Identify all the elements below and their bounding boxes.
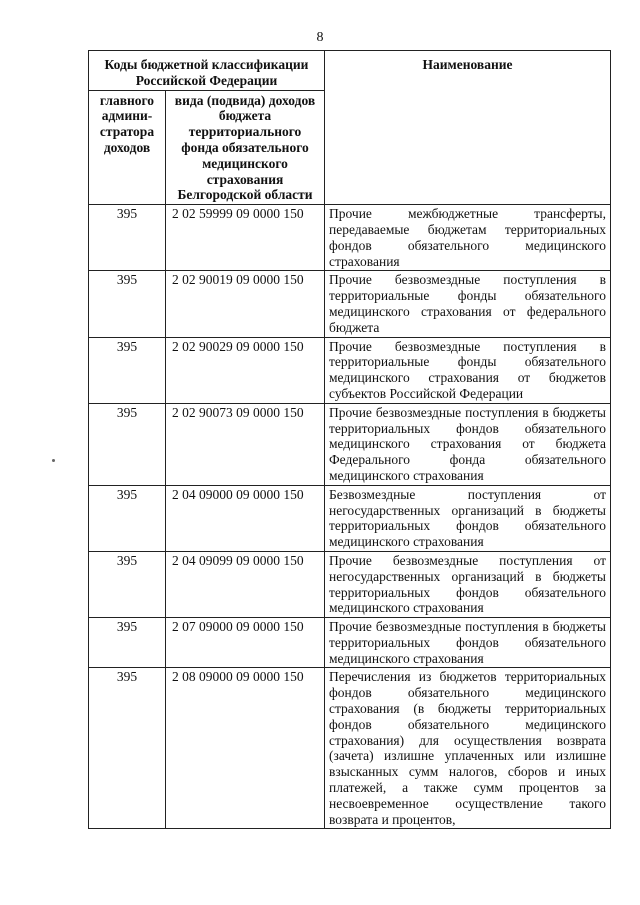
admin-code-cell: 395 bbox=[89, 551, 166, 617]
name-cell: Прочие безвозмездные поступления от негосударственных организаций в бюджеты территориальных фондов обязательного медицинского страхования bbox=[325, 551, 611, 617]
name-column-header: Наименование bbox=[325, 51, 611, 205]
admin-code-cell: 395 bbox=[89, 337, 166, 403]
income-code-cell: 2 02 59999 09 0000 150 bbox=[166, 205, 325, 271]
table-row bbox=[89, 337, 611, 403]
admin-code-cell: 395 bbox=[89, 668, 166, 829]
income-code-cell: 2 02 90029 09 0000 150 bbox=[166, 337, 325, 403]
page-number: 8 bbox=[316, 30, 324, 45]
name-cell: Безвозмездные поступления от негосударственных организаций в бюджеты территориальных фондов обязательного медицинского страхования bbox=[325, 485, 611, 551]
admin-code-header: главного админи-стратора доходов bbox=[89, 90, 166, 205]
table-row bbox=[89, 205, 611, 271]
table-row bbox=[89, 485, 611, 551]
scan-speck bbox=[52, 459, 55, 462]
income-code-cell: 2 04 09000 09 0000 150 bbox=[166, 485, 325, 551]
name-cell: Перечисления из бюджетов территориальных фондов обязательного медицинского страхования (в бюджеты территориальных фондов обязательного медицинского страхования) для осуществления возврата (зачета) излишне уплаченных или излишне взысканных сумм налогов, сборов и иных платежей, а также сумм процентов за несвоевременное осуществление такого возврата и процентов, bbox=[325, 668, 611, 829]
name-cell: Прочие межбюджетные трансферты, передаваемые бюджетам территориальных фондов обязательного медицинского страхования bbox=[325, 205, 611, 271]
admin-code-cell: 395 bbox=[89, 271, 166, 337]
header-row-top bbox=[89, 51, 611, 91]
income-code-cell: 2 02 90073 09 0000 150 bbox=[166, 403, 325, 485]
budget-classification-table bbox=[88, 50, 611, 829]
table-row bbox=[89, 403, 611, 485]
income-code-header: вида (подвида) доходов бюджета территориального фонда обязательного медицинского страхования Белгородской области bbox=[166, 90, 325, 205]
income-code-cell: 2 04 09099 09 0000 150 bbox=[166, 551, 325, 617]
name-cell: Прочие безвозмездные поступления в бюджеты территориальных фондов обязательного медицинского страхования от бюджета Федерального фонда обязательного медицинского страхования bbox=[325, 403, 611, 485]
table-row bbox=[89, 551, 611, 617]
name-cell: Прочие безвозмездные поступления в территориальные фонды обязательного медицинского страхования от федерального бюджета bbox=[325, 271, 611, 337]
income-code-cell: 2 07 09000 09 0000 150 bbox=[166, 618, 325, 668]
table-row bbox=[89, 668, 611, 829]
name-cell: Прочие безвозмездные поступления в территориальные фонды обязательного медицинского страхования от бюджетов субъектов Российской Федерации bbox=[325, 337, 611, 403]
name-cell: Прочие безвозмездные поступления в бюджеты территориальных фондов обязательного медицинского страхования bbox=[325, 618, 611, 668]
table-row bbox=[89, 271, 611, 337]
admin-code-cell: 395 bbox=[89, 403, 166, 485]
admin-code-cell: 395 bbox=[89, 485, 166, 551]
income-code-cell: 2 08 09000 09 0000 150 bbox=[166, 668, 325, 829]
income-code-cell: 2 02 90019 09 0000 150 bbox=[166, 271, 325, 337]
table-row bbox=[89, 618, 611, 668]
admin-code-cell: 395 bbox=[89, 618, 166, 668]
admin-code-cell: 395 bbox=[89, 205, 166, 271]
codes-column-header: Коды бюджетной классификации Российской Федерации bbox=[89, 51, 325, 91]
